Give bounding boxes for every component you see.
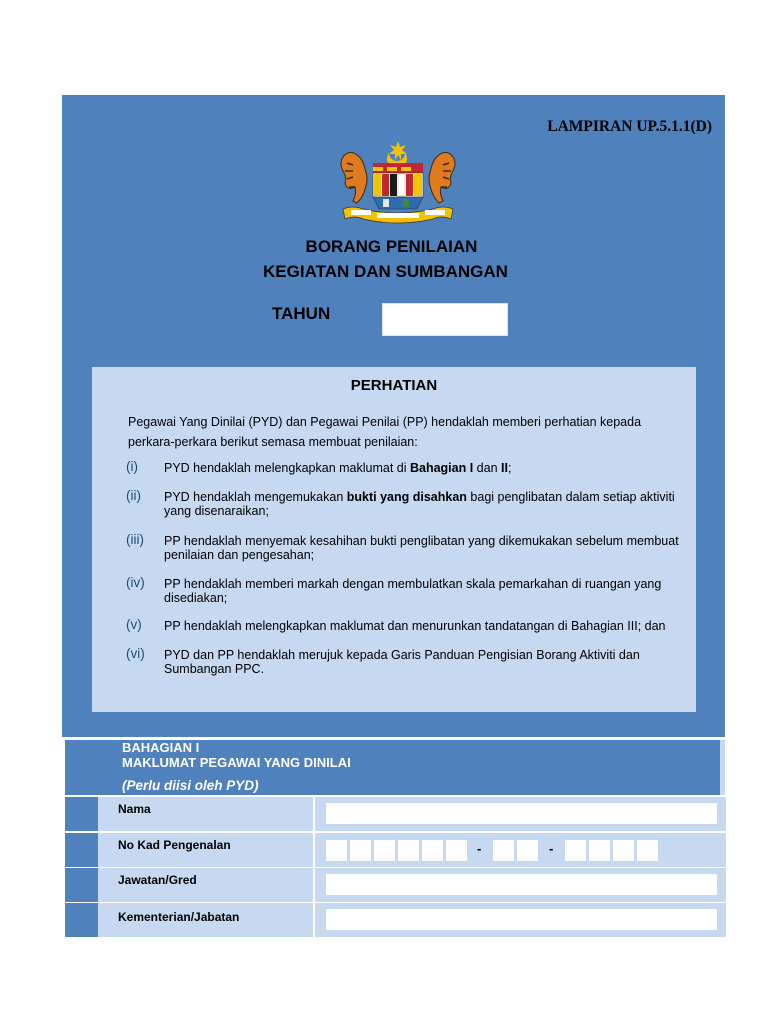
kementerian-label: Kementerian/Jabatan	[118, 910, 240, 924]
ic-label: No Kad Pengenalan	[118, 838, 231, 852]
lampiran-reference: LAMPIRAN UP.5.1.1(D)	[547, 118, 712, 135]
ic-digit-box[interactable]	[374, 840, 395, 861]
row-gap	[98, 868, 103, 902]
item-text: PYD hendaklah mengemukakan bukti yang disahkan bagi penglibatan dalam setiap aktiviti yang disenaraikan;	[164, 490, 675, 518]
form-title-line2: KEGIATAN DAN SUMBANGAN	[263, 262, 508, 281]
jawatan-row	[65, 868, 726, 902]
row-gap	[98, 797, 103, 831]
item-number: (i)	[126, 459, 138, 474]
section-1-header	[65, 740, 725, 795]
notice-panel	[92, 367, 696, 712]
item-text: PP hendaklah melengkapkan maklumat dan menurunkan tandatangan di Bahagian III; dan	[164, 619, 666, 633]
header-right-edge	[720, 740, 725, 795]
notice-title: PERHATIAN	[350, 377, 438, 394]
row-gap	[98, 833, 103, 867]
item-text: PYD hendaklah melengkapkan maklumat di Bahagian I dan II;	[164, 461, 512, 475]
ic-separator: -	[477, 841, 482, 856]
item-number: (iv)	[126, 575, 145, 590]
notice-intro: Pegawai Yang Dinilai (PYD) dan Pegawai Penilai (PP) hendaklah memberi perhatian kepada perkara-perkara berikut semasa membuat penilaian:	[128, 415, 642, 449]
row-marker	[65, 833, 98, 867]
item-text: PYD dan PP hendaklah merujuk kepada Garis Panduan Pengisian Borang Aktiviti dan Sumbangan PPC.	[164, 648, 640, 676]
jawatan-label: Jawatan/Gred	[118, 873, 197, 887]
item-number: (vi)	[126, 646, 145, 661]
section-1-title: BAHAGIAN I	[122, 740, 200, 755]
ic-separator: -	[549, 841, 554, 856]
section-1-subtitle: MAKLUMAT PEGAWAI YANG DINILAI	[122, 755, 351, 770]
notice-right-strip	[696, 367, 725, 712]
ic-digit-box[interactable]	[350, 840, 371, 861]
cover-banner	[62, 95, 725, 737]
form-title-line1: BORANG PENILAIAN	[305, 237, 478, 256]
coat-of-arms-emblem	[337, 139, 459, 225]
ic-digit-box[interactable]	[446, 840, 467, 861]
ic-row	[65, 833, 726, 867]
item-number: (iii)	[126, 532, 144, 547]
ic-digit-box[interactable]	[517, 840, 538, 861]
ic-digit-box[interactable]	[422, 840, 443, 861]
ic-digit-box[interactable]	[565, 840, 586, 861]
ic-digit-box[interactable]	[493, 840, 514, 861]
row-divider	[313, 868, 315, 902]
row-marker	[65, 797, 98, 831]
kementerian-row	[65, 903, 726, 937]
row-marker	[65, 903, 98, 937]
nama-row	[65, 797, 726, 831]
section-1-note: (Perlu diisi oleh PYD)	[122, 778, 259, 793]
item-text: PP hendaklah menyemak kesahihan bukti penglibatan yang dikemukakan sebelum membuat penilaian dan pengesahan;	[164, 534, 679, 562]
row-gap	[98, 903, 103, 937]
item-number: (v)	[126, 617, 142, 632]
row-divider	[313, 903, 315, 937]
row-divider	[313, 797, 315, 831]
nama-input[interactable]	[326, 803, 717, 824]
tahun-label: TAHUN	[272, 304, 331, 323]
ic-digit-box[interactable]	[589, 840, 610, 861]
tahun-input[interactable]	[382, 303, 508, 336]
nama-label: Nama	[118, 802, 151, 816]
ic-digit-box[interactable]	[326, 840, 347, 861]
kementerian-input[interactable]	[326, 909, 717, 930]
ic-digit-box[interactable]	[398, 840, 419, 861]
ic-digit-box[interactable]	[613, 840, 634, 861]
row-marker	[65, 868, 98, 902]
item-number: (ii)	[126, 488, 141, 503]
ic-digit-box[interactable]	[637, 840, 658, 861]
item-text: PP hendaklah memberi markah dengan membulatkan skala pemarkahan di ruangan yang disediakan;	[164, 577, 662, 605]
jawatan-input[interactable]	[326, 874, 717, 895]
row-divider	[313, 833, 315, 867]
